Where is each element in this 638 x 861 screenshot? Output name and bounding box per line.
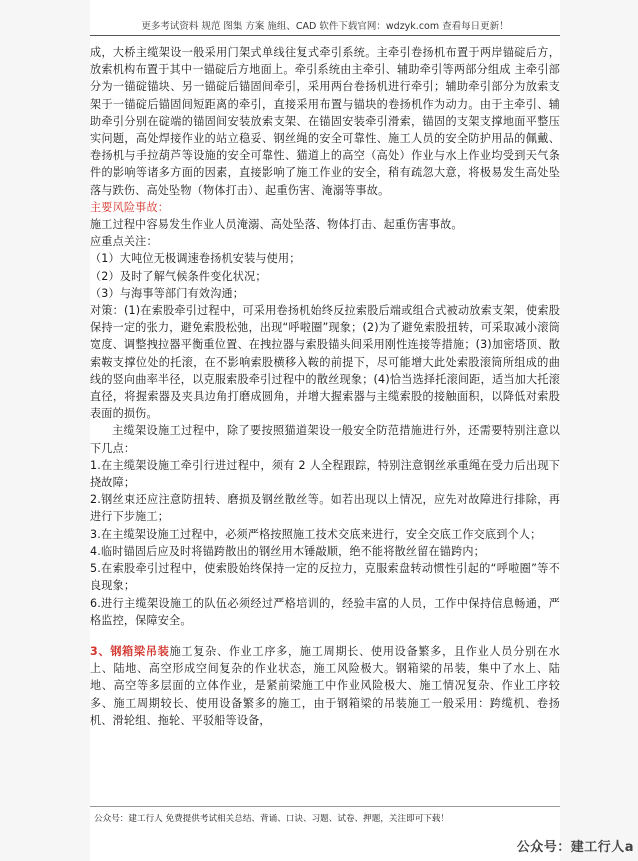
footer-note: 公众号：建工行人 免费提供考试相关总结、背诵、口诀、习题、试卷、押题，关注即可下载！	[94, 814, 450, 824]
document-body	[90, 44, 560, 729]
header-divider	[90, 35, 560, 36]
note-4: 4.临时锚固后应及时将锚跨散出的钢丝用木锤敲顺，绝不能将散丝留在锚跨内；	[90, 544, 485, 558]
footer-divider	[90, 806, 560, 807]
focus-item-3: （3）与海事等部门有效沟通；	[90, 286, 245, 300]
watermark: 公众号：建工行人a	[516, 840, 634, 855]
paragraph-intro: 成，大桥主缆架设一般采用门架式单线往复式牵引系统。主牵引卷扬机布置于两岸锚碇后方，放索机构布置于其中一锚碇后方地面上。牵引系统由主牵引、辅助牵引等两部分组成 主牵引部分为一锚碇锚块、另一锚碇后锚固间牵引，采用两台卷扬机进行牵引；辅助牵引部分为放索支架于一锚碇后锚固间短距离的牵引，直接采用布置与锚块的卷扬机作为动力。由于主牵引、辅助牵引分别在碇端的锚固间安装放索支架、在锚固安装牵引滑索，锚固的支架支撑地面平整压实问题，高处焊接作业的站立稳妥、钢丝绳的安全可靠性、施工人员的安全防护用品的佩戴、卷扬机与手拉葫芦等设施的安全可靠性、猫道上的高空（高处）作业与水上作业均受到天气条件的影响等诸多方面的因素，直接影响了施工作业的安全，稍有疏忽大意，将极易发生高处坠落与跌伤、高处坠物（物体打击）、起重伤害、淹溺等事故。	[90, 46, 560, 197]
risk-heading: 主要风险事故：	[90, 200, 170, 214]
measures-paragraph: 对策：(1)在索股牵引过程中，可采用卷扬机始终反拉索股后端或组合式被动放索支架，使索股保持一定的张力，避免索股松弛，出现“呼啦圈”现象；(2)为了避免索股扭转，可采取减小滚筒宽度、调整拽拉器平衡重位置、在拽拉器与索股锚头间采用刚性连接等措施；(3)加密塔顶、散索鞍支撑位处的托滚，在不影响索股横移入鞍的前提下，尽可能增大此处索股滚筒所组成的曲线的竖向曲率半径，以克服索股牵引过程中的散丝现象；(4)恰当选择托滚间距，适当加大托滚直径，将握索器及夹具边角打磨成圆角，并增大握索器与主缆索股的接触面积，以降低对索股表面的损伤。	[90, 304, 560, 421]
focus-item-1: （1）大吨位无极调速卷扬机安装与使用；	[90, 252, 301, 266]
header-banner[interactable]: 更多考试资料 规范 图集 方案 施组、CAD 软件下载官网：wdzyk.com 查看每日更新！	[141, 21, 509, 32]
cable-intro: 主缆架设施工过程中，除了要按照猫道架设一般安全防范措施进行外，还需要特别注意以下几点：	[90, 424, 560, 455]
risk-text: 施工过程中容易发生作业人员淹溺、高处坠落、物体打击、起重伤害事故。	[90, 218, 463, 232]
note-6: 6.进行主缆架设施工的队伍必须经过严格培训的，经验丰富的人员，工作中保持信息畅通，严格监控，保障安全。	[90, 596, 560, 627]
note-2: 2.钢丝束还应注意防扭转、磨损及钢丝散丝等。如若出现以上情况，应先对故障进行排除，再进行下步施工；	[90, 493, 560, 524]
note-3: 3.在主缆架设施工过程中，必须严格按照施工技术交底来进行，安全交底工作交底到个人；	[90, 527, 542, 541]
focus-heading: 应重点关注：	[90, 235, 158, 249]
section-3-title: 钢箱梁吊装	[110, 644, 170, 658]
section-3-text: 施工复杂、作业工序多，施工周期长、使用设备繁多，且作业人员分别在水上、陆地、高空形成空间复杂的作业状态，施工风险极大。钢箱梁的吊装，集中了水上、陆地、高空等多层面的立体作业，是紧前梁施工中作业风险极大、施工情况复杂、作业工序较多、施工周期较长、使用设备繁多的施工，由于钢箱梁的吊装施工一般采用：跨缆机、卷扬机、滑轮组、拖轮、平驳船等设备，	[90, 644, 560, 727]
section-3-number: 3、	[90, 644, 111, 658]
section-3	[90, 643, 560, 729]
section-spacer	[90, 629, 560, 643]
note-5: 5.在索股牵引过程中，使索股始终保持一定的反拉力，克服索盘转动惯性引起的“呼啦圈”等不良现象；	[90, 562, 560, 593]
document-page	[90, 0, 560, 861]
focus-item-2: （2）及时了解气候条件变化状况；	[90, 269, 267, 283]
note-1: 1.在主缆架设施工牵引行进过程中，须有 2 人全程跟踪，特别注意钢丝承重绳在受力后出现下挠故障；	[90, 458, 560, 490]
